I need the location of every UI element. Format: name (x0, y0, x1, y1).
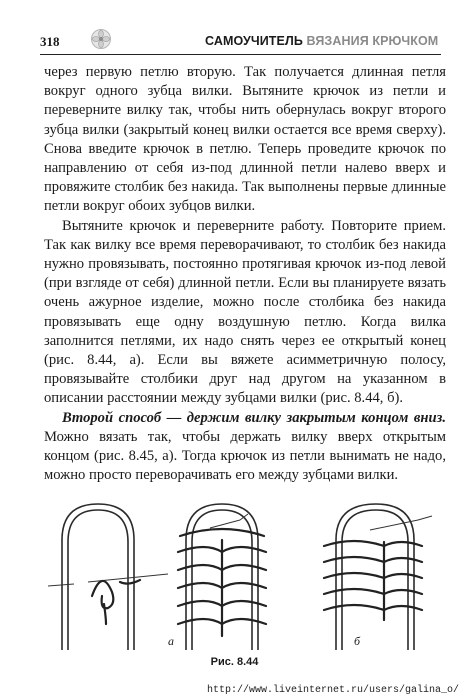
figure-caption: Рис. 8.44 (210, 656, 259, 668)
running-head (205, 34, 438, 48)
figure-label-b: б (354, 634, 361, 648)
method-heading: Второй способ — держим вилку закрытым концом вниз. (62, 409, 446, 426)
flower-ornament-icon (90, 28, 112, 50)
paragraph-second-method (44, 409, 446, 486)
header-divider (40, 54, 441, 55)
source-url[interactable]: http://www.liveinternet.ru/users/galina_o/ (206, 685, 459, 696)
paragraph-continuation: через первую петлю вторую. Так получается длинная петля вокруг одного зубца вилки. Вытяните крючок из петли и переверните вилку так, чтобы нить обернулась вокруг второго зубца вилки (закрытый конец вилки остается все время сверху). Снова введите крючок в петлю. Теперь проведите крючок по направлению от себя из-под длинной петли налево вверх и провяжите столбик без накида. Так выполнены первые длинные петли вокруг обоих зубцов вилки. (44, 64, 446, 215)
figure-8-44 (48, 500, 440, 650)
hairpin-fork-start-icon (48, 504, 168, 650)
hairpin-fork-asymmetric-icon (324, 504, 432, 650)
running-head-accent: ВЯЗАНИЯ КРЮЧКОМ (306, 34, 439, 48)
figure-illustrations (48, 500, 440, 650)
method-text: Можно вязать так, чтобы держать вилку вверх открытым концом (рис. 8.45, а). Тогда крючок из петли вынимать не надо, можно просто переворачивать его между зубцами вилки. (44, 428, 446, 484)
paragraph-fork-turning: Вытяните крючок и переверните работу. Повторите прием. Так как вилку все время переворачивают, то столбик без накида нужно провязывать, постоянно протягивая крючок из-под левой (при взгляде от себя) длинной петли. Если вы планируете вязать очень ажурное изделие, можно после столбика без накида провязывать еще одну воздушную петлю. Когда вилка заполнится петлями, их надо снять через ее открытый конец (рис. 8.44, а). Если вы вяжете асимметричную полосу, провязывайте столбики друг над другом на указанном в описании расстоянии между зубцами вилки (рис. 8.44, б). (44, 217, 446, 407)
running-head-main: САМОУЧИТЕЛЬ (205, 34, 303, 48)
body-text (44, 63, 446, 485)
page-number: 318 (40, 34, 60, 49)
hairpin-fork-loops-icon (178, 504, 266, 650)
figure-label-a: а (168, 634, 174, 648)
